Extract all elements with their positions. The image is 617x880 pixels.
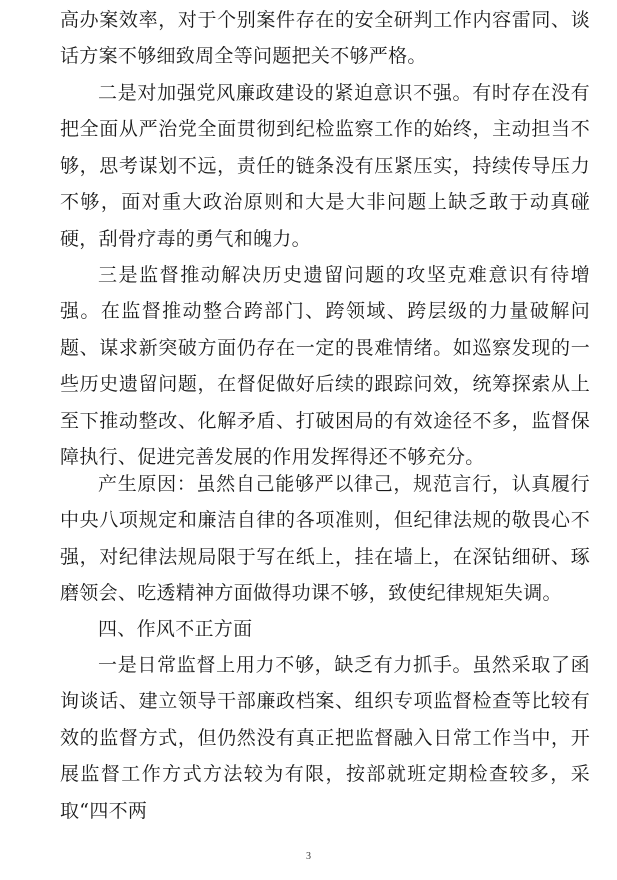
paragraph-causes: 产生原因：虽然自己能够严以律己，规范言行，认真履行中央八项规定和廉洁自律的各项准则，但纪律法规的敬畏心不强，对纪律法规局限于写在纸上，挂在墙上，在深钻细研、琢磨领会、吃透精神方面做得功课不够，致使纪律规矩失调。	[60, 473, 590, 605]
section-heading-work-style: 四、作风不正方面	[98, 618, 253, 640]
page-number: 3	[306, 851, 311, 862]
paragraph-continuation: 高办案效率，对于个别案件存在的安全研判工作内容雷同、谈话方案不够细致周全等问题把关不够严格。	[60, 9, 590, 68]
paragraph-legacy-issues: 三是监督推动解决历史遗留问题的攻坚克难意识有待增强。在监督推动整合跨部门、跨领域、跨层级的力量破解问题、谋求新突破方面仍存在一定的畏难情绪。如巡察发现的一些历史遗留问题，在督促做好后续的跟踪问效，统筹探索从上至下推动整改、化解矛盾、打破困局的有效途径不多，监督保障执行、促进完善发展的作用发挥得还不够充分。	[60, 264, 590, 469]
paragraph-party-conduct: 二是对加强党风廉政建设的紧迫意识不强。有时存在没有把全面从严治党全面贯彻到纪检监察工作的始终，主动担当不够，思考谋划不远，责任的链条没有压紧压实，持续传导压力不够，面对重大政治原则和大是大非问题上缺乏敢于动真碰硬，刮骨疗毒的勇气和魄力。	[60, 82, 590, 250]
paragraph-daily-supervision: 一是日常监督上用力不够，缺乏有力抓手。虽然采取了函询谈话、建立领导干部廉政档案、组织专项监督检查等比较有效的监督方式，但仍然没有真正把监督融入日常工作当中，开展监督工作方式方法较为有限，按部就班定期检查较多，采取“四不两	[60, 654, 590, 822]
